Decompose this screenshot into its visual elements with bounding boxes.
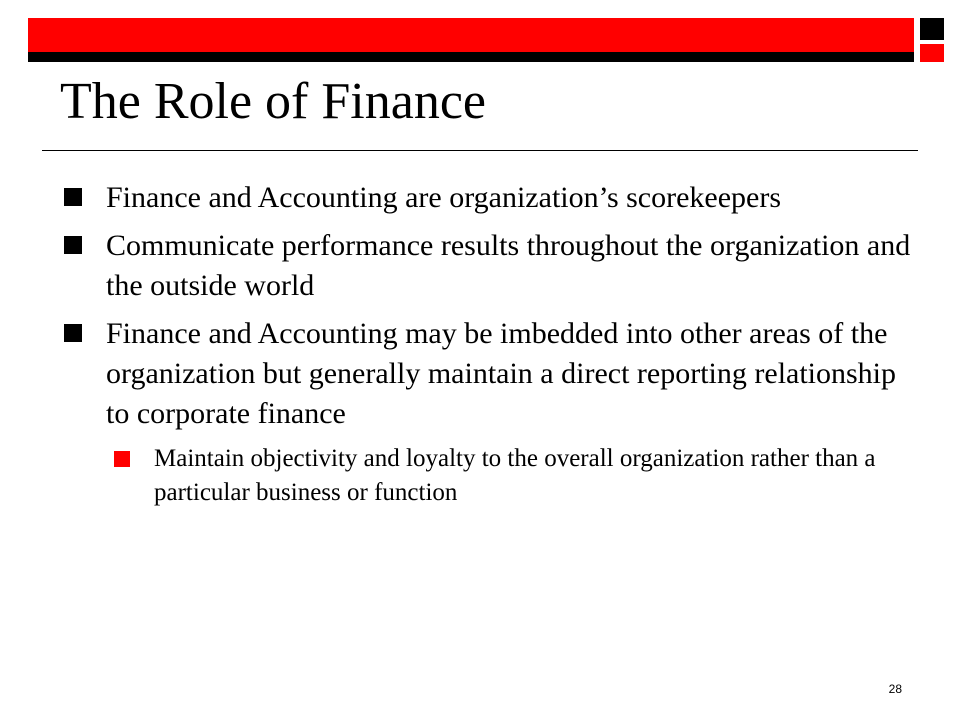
title-divider [42, 150, 918, 151]
sub-bullet-item [60, 442, 920, 510]
bullet-item [60, 226, 920, 306]
square-bullet-icon [64, 236, 82, 254]
header-black-stripe [28, 52, 914, 62]
square-bullet-icon [64, 188, 82, 206]
header-red-band [28, 18, 914, 52]
header-decoration [28, 18, 944, 62]
slide-title: The Role of Finance [60, 73, 486, 130]
bullet-item [60, 178, 920, 218]
bullet-list [60, 178, 920, 510]
bullet-item [60, 314, 920, 434]
page-number: 28 [888, 682, 902, 696]
bullet-text: Finance and Accounting may be imbedded into other areas of the organization but generally maintain a direct reporting relationship to corporate finance [106, 317, 897, 430]
header-corner-red-square [920, 44, 944, 62]
sub-bullet-text: Maintain objectivity and loyalty to the overall organization rather than a particular business or function [154, 445, 876, 506]
bullet-text: Finance and Accounting are organization’s scorekeepers [106, 181, 782, 214]
square-bullet-icon [114, 451, 130, 467]
square-bullet-icon [64, 324, 82, 342]
header-corner-black-square [920, 18, 944, 40]
bullet-text: Communicate performance results throughout the organization and the outside world [106, 229, 911, 302]
